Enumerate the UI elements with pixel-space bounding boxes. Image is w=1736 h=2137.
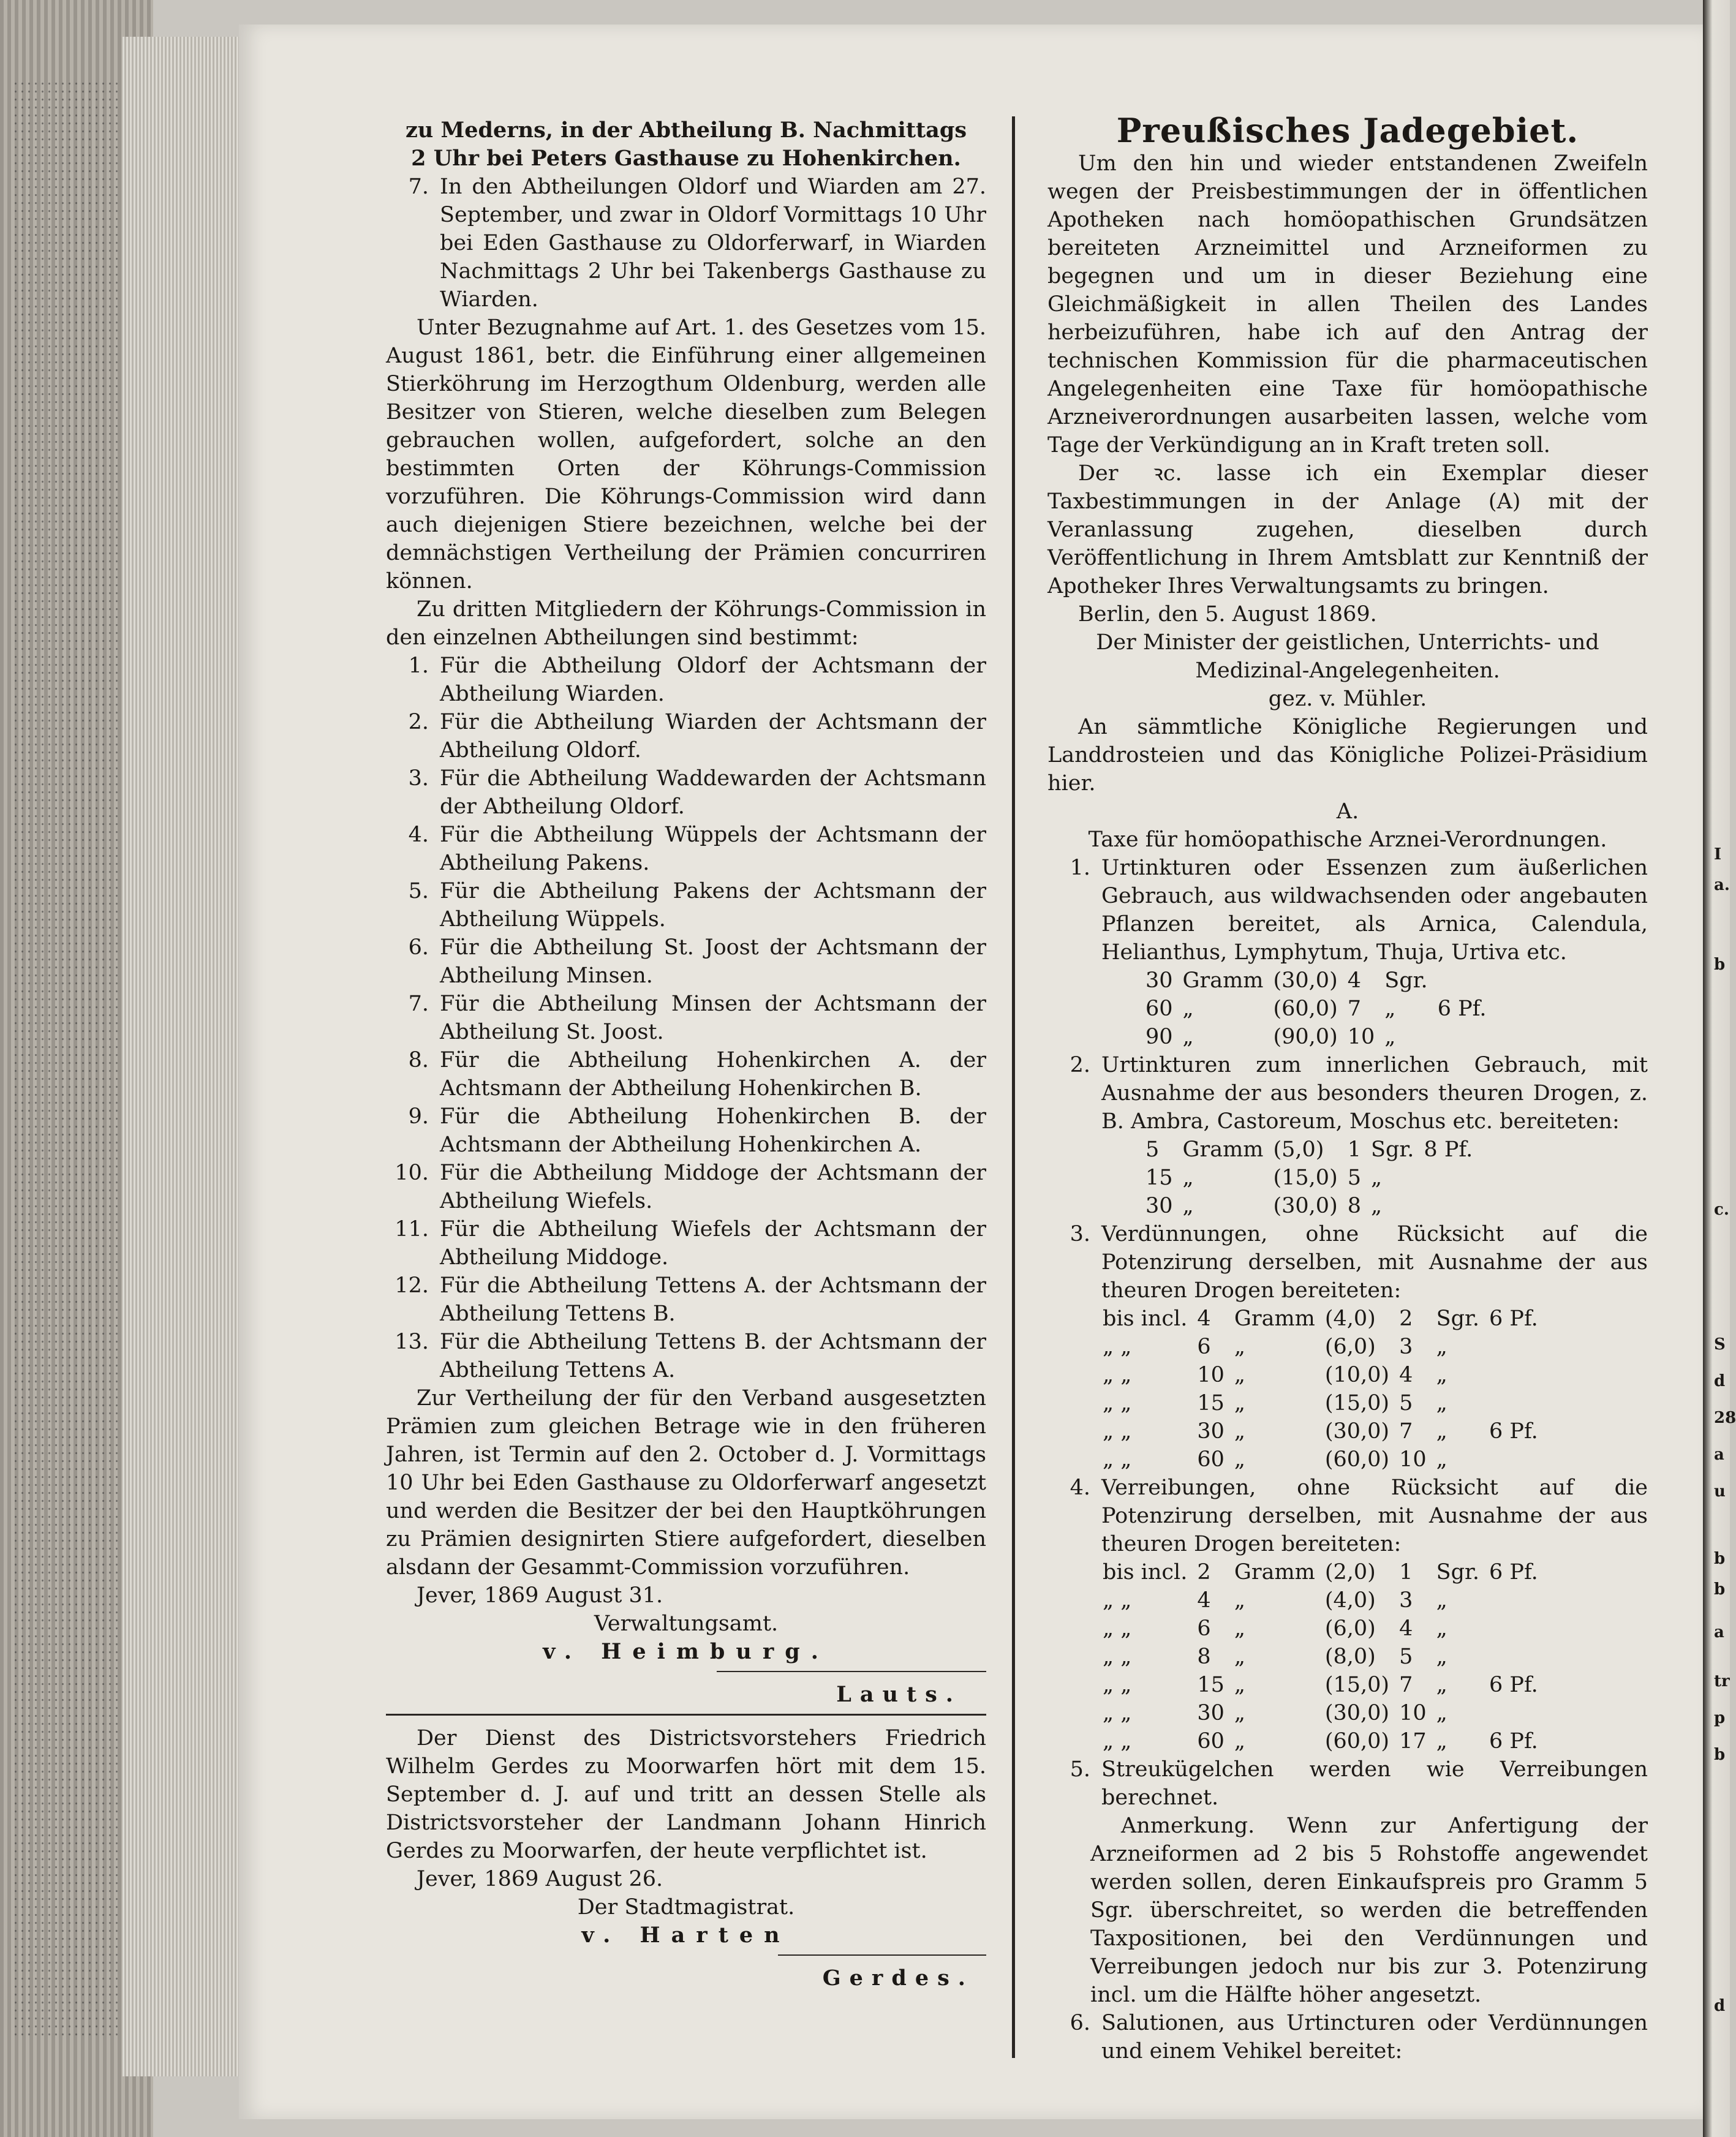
table-cell: 4 [1399, 1363, 1413, 1387]
item-number: 2. [1070, 1053, 1090, 1077]
table-cell [1489, 1643, 1548, 1671]
edge-fragment: tr [1714, 1672, 1730, 1690]
edge-fragment: d [1714, 1997, 1726, 2015]
table-row [1103, 1361, 1548, 1389]
table-row [1103, 1389, 1548, 1417]
list-item [386, 877, 986, 933]
table-cell: „ [1182, 1194, 1194, 1218]
table-cell: 5 [1399, 1645, 1413, 1669]
table-row [1145, 1136, 1482, 1164]
table-cell: „ [1234, 1588, 1246, 1613]
edge-fragment: d [1714, 1372, 1726, 1390]
table-cell [1424, 1192, 1482, 1220]
table-cell: „ [1436, 1673, 1447, 1697]
table-cell: bis incl. [1103, 1306, 1188, 1331]
table-cell: „ [1436, 1729, 1447, 1754]
table-cell: 4 [1347, 968, 1362, 993]
item-text: Verdünnungen, ohne Rücksicht auf die Potenzirung derselben, mit Ausnahme der aus theuren Drogen bereiteten: [1101, 1222, 1648, 1303]
intro-line: zu Mederns, in der Abtheilung B. Nachmittags [405, 118, 967, 143]
edge-fragment: p [1714, 1709, 1726, 1727]
table-cell: 3 [1399, 1335, 1413, 1359]
edge-fragment: I [1714, 845, 1722, 864]
table-cell: (10,0) [1324, 1363, 1390, 1387]
table-row [1103, 1643, 1548, 1671]
item-number: 8. [408, 1048, 429, 1072]
edge-fragment: u [1714, 1482, 1726, 1501]
tax-section [1047, 1051, 1648, 1136]
table-cell: (15,0) [1273, 1166, 1338, 1190]
addressee: An sämmtliche Königliche Regierungen und Landdrosteien und das Königliche Polizei-Präsidium hier. [1047, 715, 1648, 796]
list-item [386, 990, 986, 1046]
table-cell: (30,0) [1273, 1194, 1338, 1218]
table-cell: 6 [1197, 1616, 1211, 1641]
members-list [386, 652, 986, 1384]
list-item [386, 1328, 986, 1384]
item-number: 2. [408, 710, 429, 734]
section-divider [386, 1714, 986, 1716]
item-text: Streukügelchen werden wie Verreibungen berechnet. [1101, 1757, 1648, 1810]
item-text: Für die Abtheilung Hohenkirchen A. der Achtsmann der Abtheilung Hohenkirchen B. [440, 1048, 986, 1101]
tax-section [1047, 854, 1648, 967]
table-cell: 6 Pf. [1489, 1306, 1538, 1331]
edge-fragment: b [1714, 1550, 1726, 1568]
taxe-title: Taxe für homöopathische Arznei-Verordnungen. [1088, 827, 1607, 852]
item-number: 3. [1070, 1222, 1090, 1246]
table-cell: (8,0) [1324, 1645, 1376, 1669]
table-cell: 10 [1399, 1447, 1427, 1472]
table-cell: „ „ [1103, 1701, 1132, 1725]
table-cell: „ „ [1103, 1616, 1132, 1641]
column-divider [1012, 116, 1015, 2058]
signature-rule [717, 1671, 986, 1672]
table-cell: (30,0) [1324, 1701, 1390, 1725]
table-cell: „ [1436, 1419, 1447, 1444]
signed-line: gez. v. Mühler. [1268, 687, 1427, 711]
list-item [386, 1215, 986, 1272]
table-row [1103, 1671, 1548, 1699]
table-cell: „ [1234, 1645, 1246, 1669]
edge-fragment: b [1714, 955, 1726, 974]
list-item [386, 821, 986, 877]
table-cell: Sgr. [1436, 1306, 1480, 1331]
item-number: 1. [408, 654, 429, 678]
annotation-note: Anmerkung. Wenn zur Anfertigung der Arzneiformen ad 2 bis 5 Rohstoffe angewendet werden sollen, deren Einkaufspreis pro Gramm 5 Sgr. überschreitet, so werden die betreffenden Taxpositionen, bei den Verdünnungen und Verreibungen jedoch nur bis zur 3. Potenzirung incl. um die Hälfte höher angesetzt. [1090, 1814, 1648, 2007]
paragraph-dritten-mitglieder: Zu dritten Mitgliedern der Köhrungs-Commission in den einzelnen Abtheilungen sind bestimmt: [386, 597, 986, 650]
table-cell: 6 [1197, 1335, 1211, 1359]
price-table [1103, 1558, 1548, 1755]
table-cell: (5,0) [1273, 1137, 1324, 1162]
list-item [386, 764, 986, 821]
table-cell: 15 [1197, 1673, 1225, 1697]
item-text: Salutionen, aus Urtincturen oder Verdünnungen und einem Vehikel bereitet: [1101, 2011, 1648, 2064]
item-number: 5. [1070, 1757, 1090, 1782]
table-cell: „ [1436, 1391, 1447, 1415]
table-cell: bis incl. [1103, 1560, 1188, 1585]
item-text: Für die Abtheilung Wiefels der Achtsmann der Abtheilung Middoge. [440, 1217, 986, 1270]
table-cell: „ „ [1103, 1335, 1132, 1359]
table-row [1103, 1615, 1548, 1643]
item-number: 12. [394, 1273, 429, 1298]
table-cell: 4 [1399, 1616, 1413, 1641]
table-cell: „ [1234, 1391, 1246, 1415]
table-cell: 6 Pf. [1437, 997, 1487, 1021]
table-cell: (15,0) [1324, 1391, 1390, 1415]
table-cell: Sgr. [1436, 1560, 1480, 1585]
signature-rule [778, 1954, 986, 1956]
table-cell: „ [1234, 1729, 1246, 1754]
table-cell: „ [1436, 1363, 1447, 1387]
table-cell: 30 [1197, 1701, 1225, 1725]
table-row [1145, 1023, 1496, 1051]
table-cell [1489, 1389, 1548, 1417]
table-cell: 5 [1145, 1137, 1160, 1162]
table-cell: „ [1436, 1447, 1447, 1472]
table-cell: „ „ [1103, 1419, 1132, 1444]
item-text: Für die Abtheilung Wüppels der Achtsmann der Abtheilung Pakens. [440, 823, 986, 875]
page-stack-edge [123, 37, 251, 2076]
list-item [386, 933, 986, 990]
table-cell: „ [1182, 997, 1194, 1021]
table-cell [1438, 967, 1496, 995]
table-cell [1489, 1445, 1548, 1474]
table-cell: (6,0) [1324, 1335, 1376, 1359]
table-cell: „ „ [1103, 1391, 1132, 1415]
table-cell: „ [1384, 1025, 1396, 1049]
table-cell: „ [1234, 1363, 1246, 1387]
item-number: 13. [394, 1330, 429, 1354]
table-cell: 15 [1145, 1166, 1173, 1190]
table-cell: „ „ [1103, 1363, 1132, 1387]
item-number: 10. [394, 1161, 429, 1185]
table-cell: „ [1234, 1419, 1246, 1444]
table-row [1103, 1727, 1548, 1755]
item-text: Für die Abtheilung Tettens A. der Achtsmann der Abtheilung Tettens B. [440, 1273, 986, 1326]
table-cell: 8 [1197, 1645, 1211, 1669]
table-cell: „ [1436, 1701, 1447, 1725]
table-cell: 30 [1197, 1419, 1225, 1444]
item-number: 6. [1070, 2011, 1090, 2035]
list-item [386, 1046, 986, 1102]
item-number: 5. [408, 879, 429, 903]
table-row [1103, 1445, 1548, 1474]
table-cell [1438, 1023, 1496, 1051]
table-cell: (4,0) [1324, 1588, 1376, 1613]
table-cell: 4 [1197, 1588, 1211, 1613]
table-row [1145, 967, 1496, 995]
table-row [1145, 1192, 1482, 1220]
table-cell: 60 [1145, 997, 1173, 1021]
paragraph-dienst: Der Dienst des Districtsvorstehers Friedrich Wilhelm Gerdes zu Moorwarfen hört mit dem 15. September d. J. auf und tritt an dessen Stelle als Districtsvorsteher der Landmann Johann Hinrich Gerdes zu Moorwarfen, der heute verpflichtet ist. [386, 1726, 986, 1863]
table-cell: Gramm [1234, 1306, 1315, 1331]
signature: v. Harten [581, 1923, 791, 1948]
table-cell: (60,0) [1324, 1729, 1390, 1754]
item-text: In den Abtheilungen Oldorf und Wiarden am 27. September, und zwar in Oldorf Vormittags 10 Uhr bei Eden Gasthause zu Oldorferwarf, in Wiarden Nachmittags 2 Uhr bei Takenbergs Gasthause zu Wiarden. [440, 175, 986, 312]
table-cell: 17 [1399, 1729, 1427, 1754]
table-cell: „ [1182, 1166, 1194, 1190]
item-number: 7. [408, 992, 429, 1016]
marbled-edge-pattern [12, 80, 123, 2040]
item-text: Für die Abtheilung Pakens der Achtsmann der Abtheilung Wüppels. [440, 879, 986, 932]
left-column [386, 116, 986, 1992]
edge-fragment: b [1714, 1746, 1726, 1764]
table-cell: „ „ [1103, 1447, 1132, 1472]
signature: v. Heimburg. [543, 1639, 829, 1664]
table-cell: „ [1436, 1645, 1447, 1669]
item-text: Urtinkturen zum innerlichen Gebrauch, mit Ausnahme der aus besonders theuren Drogen, z. B. Ambra, Castoreum, Moschus etc. bereiteten: [1101, 1053, 1648, 1134]
table-cell: (90,0) [1273, 1025, 1338, 1049]
table-cell: 7 [1399, 1673, 1413, 1697]
table-row [1103, 1558, 1548, 1586]
table-cell [1489, 1615, 1548, 1643]
countersignature: Lauts. [836, 1682, 962, 1707]
office-name: Verwaltungsamt. [594, 1611, 779, 1636]
paragraph-exemplar: Der ꝛc. lasse ich ein Exemplar dieser Taxbestimmungen in der Anlage (A) mit der Veranlassung zugehen, dieselben durch Veröffentlichung in Ihrem Amtsblatt zur Kenntniß der Apotheker Ihres Verwaltungsamts zu bringen. [1047, 461, 1648, 598]
item-text: Für die Abtheilung St. Joost der Achtsmann der Abtheilung Minsen. [440, 935, 986, 988]
edge-fragment: a [1714, 1623, 1724, 1641]
table-cell: 2 [1197, 1560, 1211, 1585]
table-cell: „ [1234, 1447, 1246, 1472]
list-item [386, 1272, 986, 1328]
table-cell: (30,0) [1273, 968, 1338, 993]
table-row [1103, 1305, 1548, 1333]
table-cell: „ „ [1103, 1645, 1132, 1669]
table-cell: „ [1182, 1025, 1194, 1049]
table-cell: „ [1234, 1701, 1246, 1725]
table-cell: (6,0) [1324, 1616, 1376, 1641]
item-text: Für die Abtheilung Minsen der Achtsmann der Abtheilung St. Joost. [440, 992, 986, 1044]
table-cell: (2,0) [1324, 1560, 1376, 1585]
table-cell: 60 [1197, 1729, 1225, 1754]
table-cell: 4 [1197, 1306, 1211, 1331]
item-number: 11. [394, 1217, 429, 1242]
price-table [1145, 967, 1496, 1051]
table-cell: 1 [1399, 1560, 1413, 1585]
table-cell: 5 [1399, 1391, 1413, 1415]
table-cell: 5 [1347, 1166, 1362, 1190]
edge-fragment: 28 [1714, 1409, 1736, 1427]
table-cell: 7 [1347, 997, 1362, 1021]
item-text: Urtinkturen oder Essenzen zum äußerlichen Gebrauch, aus wildwachsenden oder angebauten Pflanzen bereitet, als Arnica, Calendula, Helianthus, Lymphytum, Thuja, Urtiva etc. [1101, 856, 1648, 965]
table-cell: „ [1234, 1673, 1246, 1697]
edge-fragment: S [1714, 1335, 1726, 1354]
edge-fragment: b [1714, 1580, 1726, 1599]
table-cell: „ [1384, 997, 1396, 1021]
table-cell: „ „ [1103, 1588, 1132, 1613]
item-number: 3. [408, 766, 429, 791]
table-row [1145, 1164, 1482, 1192]
paragraph-intro: Um den hin und wieder entstandenen Zweifeln wegen der Preisbestimmungen der in öffentlichen Apotheken nach homöopathischen Grundsätzen bereiteten Arzneimittel und Arzneiformen zu begegnen und um in dieser Beziehung eine Gleichmäßigkeit in allen Theilen des Landes herbeizuführen, habe ich auf den Antrag der technischen Kommission für die pharmaceutischen Angelegenheiten eine Taxe für homöopathische Arzneiverordnungen ausarbeiten lassen, welche vom Tage der Verkündigung an in Kraft treten soll. [1047, 151, 1648, 458]
table-cell: „ [1371, 1166, 1383, 1190]
edge-fragment: c. [1714, 1200, 1729, 1219]
table-cell: 7 [1399, 1419, 1413, 1444]
table-cell: „ [1436, 1616, 1447, 1641]
countersignature: Gerdes. [822, 1966, 974, 1991]
item-text: Für die Abtheilung Oldorf der Achtsmann der Abtheilung Wiarden. [440, 654, 986, 706]
table-cell: 1 [1347, 1137, 1362, 1162]
table-cell: 6 Pf. [1489, 1729, 1538, 1754]
date-line: Jever, 1869 August 31. [417, 1583, 663, 1608]
table-cell: 3 [1399, 1588, 1413, 1613]
tax-section [1047, 1220, 1648, 1305]
item-text: Für die Abtheilung Waddewarden der Achtsmann der Abtheilung Oldorf. [440, 766, 986, 819]
tax-section [1047, 2009, 1648, 2065]
item-number: 6. [408, 935, 429, 960]
table-cell: 6 Pf. [1489, 1673, 1538, 1697]
edge-fragment: a. [1714, 876, 1730, 894]
intro-line: 2 Uhr bei Peters Gasthause zu Hohenkirchen. [411, 146, 961, 171]
table-cell: „ [1371, 1194, 1383, 1218]
table-cell: 6 Pf. [1489, 1419, 1538, 1444]
section-heading: Preußisches Jadegebiet. [1116, 111, 1579, 150]
date-line: Berlin, den 5. August 1869. [1078, 602, 1377, 627]
table-cell: „ [1234, 1335, 1246, 1359]
table-cell: 30 [1145, 1194, 1173, 1218]
right-column [1047, 111, 1648, 2065]
table-cell: Sgr. [1371, 1137, 1414, 1162]
table-cell: (15,0) [1324, 1673, 1390, 1697]
table-cell [1489, 1333, 1548, 1361]
table-row [1103, 1417, 1548, 1445]
item-text: Verreibungen, ohne Rücksicht auf die Potenzirung derselben, mit Ausnahme der aus theuren Drogen bereiteten: [1101, 1476, 1648, 1556]
table-cell: „ [1436, 1335, 1447, 1359]
table-cell [1489, 1586, 1548, 1615]
paragraph-bezugnahme: Unter Bezugnahme auf Art. 1. des Gesetzes vom 15. August 1861, betr. die Einführung einer allgemeinen Stierköhrung im Herzogthum Oldenburg, werden alle Besitzer von Stieren, welche dieselben zum Belegen gebrauchen wollen, aufgefordert, solche an den bestimmten Orten der Köhrungs-Commission vorzuführen. Die Köhrungs-Commission wird dann auch diejenigen Stiere bezeichnen, welche bei der demnächstigen Vertheilung der Prämien concurriren können. [386, 315, 986, 594]
item-text: Für die Abtheilung Tettens B. der Achtsmann der Abtheilung Tettens A. [440, 1330, 986, 1382]
table-cell: (4,0) [1324, 1306, 1376, 1331]
table-cell: (60,0) [1273, 997, 1338, 1021]
table-cell: 15 [1197, 1391, 1225, 1415]
table-row [1145, 995, 1496, 1023]
table-cell: 30 [1145, 968, 1173, 993]
price-table [1145, 1136, 1482, 1220]
table-cell [1489, 1699, 1548, 1727]
item-number: 4. [408, 823, 429, 847]
office-name: Der Stadtmagistrat. [577, 1895, 795, 1920]
table-cell: „ [1234, 1616, 1246, 1641]
edge-fragment: a [1714, 1445, 1724, 1464]
table-cell: 8 [1347, 1194, 1362, 1218]
table-cell: 8 Pf. [1424, 1137, 1473, 1162]
table-cell: 90 [1145, 1025, 1173, 1049]
list-item [386, 1159, 986, 1215]
table-cell: „ [1436, 1588, 1447, 1613]
list-item [386, 652, 986, 708]
item-number: 4. [1070, 1476, 1090, 1500]
table-cell: 60 [1197, 1447, 1225, 1472]
table-row [1103, 1586, 1548, 1615]
list-item [386, 1102, 986, 1159]
item-number: 7. [408, 175, 429, 199]
tax-section [1047, 1474, 1648, 1558]
list-item [386, 173, 986, 314]
paragraph-vertheilung: Zur Vertheilung der für den Verband ausgesetzten Prämien zum gleichen Betrage wie in den früheren Jahren, ist Termin auf den 2. October d. J. Vormittags 10 Uhr bei Eden Gasthause zu Oldorferwarf angesetzt und werden die Besitzer der bei den Hauptköhrungen zu Prämien designirten Stiere aufgefordert, dieselben alsdann der Gesammt-Commission vorzuführen. [386, 1386, 986, 1580]
table-cell: „ „ [1103, 1729, 1132, 1754]
table-cell: Gramm [1182, 968, 1264, 993]
table-cell: 10 [1399, 1701, 1427, 1725]
facing-page-edge [1703, 0, 1730, 2137]
table-cell: „ „ [1103, 1673, 1132, 1697]
annex-label: A. [1336, 799, 1359, 824]
table-row [1103, 1333, 1548, 1361]
table-cell: (60,0) [1324, 1447, 1390, 1472]
tax-section [1047, 1755, 1648, 1812]
table-cell: 2 [1399, 1306, 1413, 1331]
table-cell: 10 [1347, 1025, 1375, 1049]
table-cell: 6 Pf. [1489, 1560, 1538, 1585]
item-number: 1. [1070, 856, 1090, 880]
date-line: Jever, 1869 August 26. [417, 1867, 663, 1891]
table-cell [1489, 1361, 1548, 1389]
item-text: Für die Abtheilung Wiarden der Achtsmann der Abtheilung Oldorf. [440, 710, 986, 763]
table-cell: Sgr. [1384, 968, 1428, 993]
price-table [1103, 1305, 1548, 1474]
item-text: Für die Abtheilung Hohenkirchen B. der Achtsmann der Abtheilung Hohenkirchen A. [440, 1104, 986, 1157]
list-item [386, 708, 986, 764]
item-number: 9. [408, 1104, 429, 1129]
table-cell: 10 [1197, 1363, 1225, 1387]
table-cell [1424, 1164, 1482, 1192]
item-text: Für die Abtheilung Middoge der Achtsmann der Abtheilung Wiefels. [440, 1161, 986, 1213]
minister-title: Der Minister der geistlichen, Unterrichts- und Medizinal-Angelegenheiten. [1096, 630, 1599, 683]
table-cell: (30,0) [1324, 1419, 1390, 1444]
table-cell: Gramm [1182, 1137, 1264, 1162]
table-row [1103, 1699, 1548, 1727]
table-cell: Gramm [1234, 1560, 1315, 1585]
